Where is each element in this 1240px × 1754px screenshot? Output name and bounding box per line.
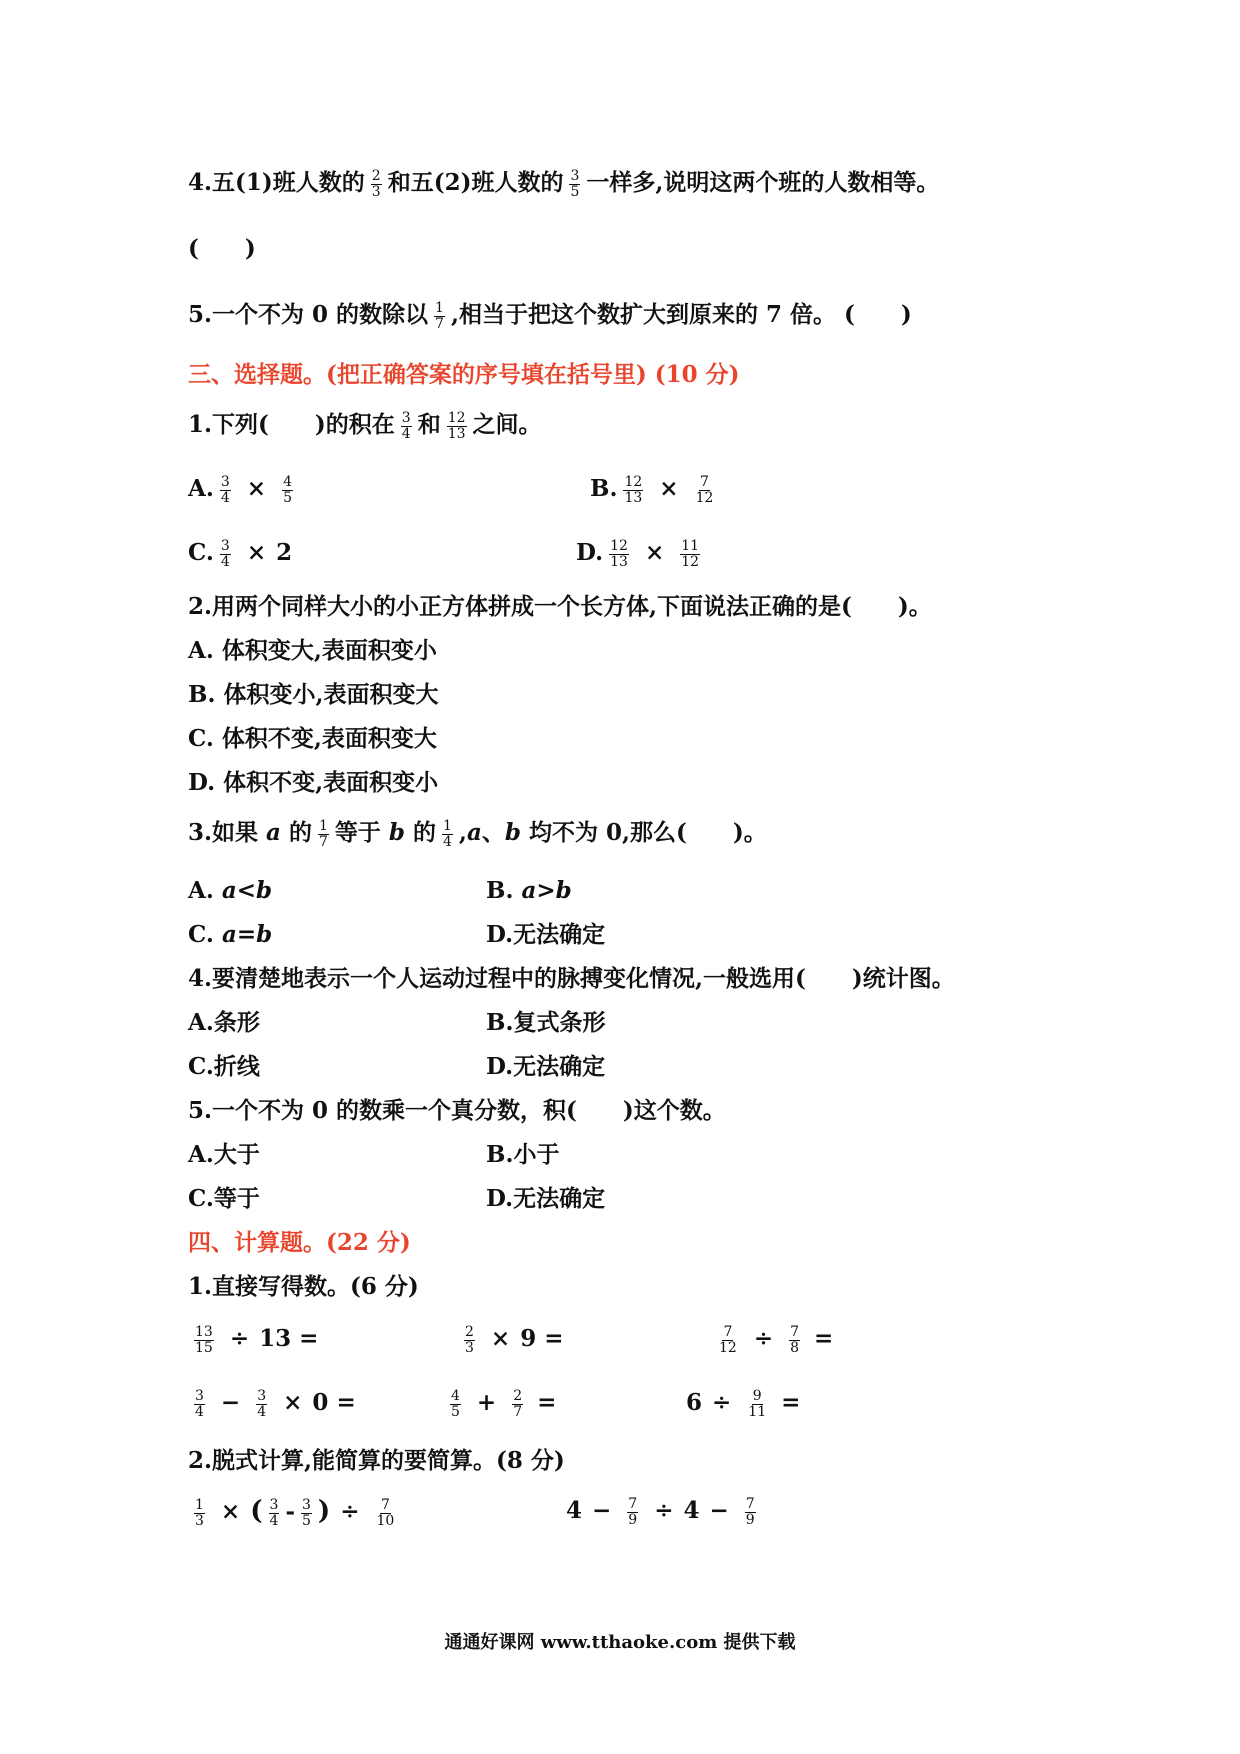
answer-paren[interactable]: ( ) bbox=[188, 235, 256, 262]
fraction: $\frac{2}{7}$ bbox=[513, 1387, 523, 1420]
calculation-2: 4 − $\frac{7}{9}$ ÷ 4 − $\frac{7}{9}$ bbox=[566, 1495, 755, 1528]
fraction: $\frac{3}{5}$ bbox=[570, 167, 580, 200]
fraction: $\frac{11}{12}$ bbox=[681, 537, 700, 570]
q3-option-c[interactable]: C. a=b bbox=[188, 921, 273, 948]
section-3-title: 三、选择题。(把正确答案的序号填在括号里) (10 分) bbox=[188, 361, 740, 388]
fraction: $\frac{1}{7}$ bbox=[435, 299, 444, 332]
fraction: $\frac{3}{4}$ bbox=[220, 537, 230, 570]
fraction: $\frac{4}{5}$ bbox=[451, 1387, 460, 1420]
fraction: $\frac{3}{4}$ bbox=[220, 473, 230, 506]
fraction: $\frac{7}{12}$ bbox=[695, 473, 714, 506]
choice-question-1: 1.下列( )的积在 $\frac{3}{4}$ 和 $\frac{12}{13}$ 之间。 bbox=[188, 409, 542, 442]
expression-3: $\frac{7}{12}$ ÷ $\frac{7}{8}$ = bbox=[719, 1323, 834, 1356]
fraction: $\frac{12}{13}$ bbox=[447, 409, 466, 442]
q1-option-c[interactable]: C. $\frac{3}{4}$ × 2 bbox=[188, 537, 293, 570]
fraction: $\frac{7}{10}$ bbox=[376, 1496, 395, 1529]
q5-option-a[interactable]: A.大于 bbox=[188, 1141, 260, 1168]
choice-question-2: 2.用两个同样大小的小正方体拼成一个长方体,下面说法正确的是( )。 bbox=[188, 593, 932, 620]
q5-option-b[interactable]: B.小于 bbox=[486, 1141, 560, 1168]
subsection-1-title: 1.直接写得数。(6 分) bbox=[188, 1273, 419, 1300]
fraction: $\frac{7}{8}$ bbox=[790, 1323, 800, 1356]
expression-5: $\frac{4}{5}$ + $\frac{2}{7}$ = bbox=[451, 1387, 557, 1420]
subsection-2-title: 2.脱式计算,能简算的要简算。(8 分) bbox=[188, 1447, 565, 1474]
fraction: $\frac{2}{3}$ bbox=[465, 1323, 474, 1356]
judge-question-5: 5.一个不为 0 的数除以 $\frac{1}{7}$ ,相当于把这个数扩大到原来的 7 倍。 ( ) bbox=[188, 299, 912, 332]
fraction: $\frac{3}{4}$ bbox=[257, 1387, 267, 1420]
fraction: $\frac{3}{4}$ bbox=[195, 1387, 204, 1420]
q5-option-d[interactable]: D.无法确定 bbox=[486, 1185, 606, 1212]
section-4-title: 四、计算题。(22 分) bbox=[188, 1229, 411, 1256]
fraction: $\frac{1}{3}$ bbox=[195, 1496, 204, 1529]
q1-option-a[interactable]: A. $\frac{3}{4}$ × $\frac{4}{5}$ bbox=[188, 473, 292, 506]
fraction: $\frac{7}{9}$ bbox=[745, 1495, 755, 1528]
q4-option-d[interactable]: D.无法确定 bbox=[486, 1053, 606, 1080]
q2-option-c[interactable]: C. 体积不变,表面积变大 bbox=[188, 725, 437, 752]
fraction: $\frac{1}{4}$ bbox=[443, 817, 452, 850]
fraction: $\frac{13}{15}$ bbox=[195, 1323, 213, 1356]
judge-question-4: 4.五(1)班人数的 $\frac{2}{3}$ 和五(2)班人数的 $\frac{3}{5}$ 一样多,说明这两个班的人数相等。 bbox=[188, 167, 940, 200]
q1-option-b[interactable]: B. $\frac{12}{13}$ × $\frac{7}{12}$ bbox=[590, 473, 714, 506]
q5-option-c[interactable]: C.等于 bbox=[188, 1185, 260, 1212]
fraction: $\frac{3}{4}$ bbox=[401, 409, 411, 442]
choice-question-5: 5.一个不为 0 的数乘一个真分数，积( )这个数。 bbox=[188, 1097, 726, 1124]
fraction: $\frac{1}{7}$ bbox=[318, 817, 328, 850]
fraction: $\frac{3}{4}$ bbox=[269, 1496, 279, 1529]
q4-option-c[interactable]: C.折线 bbox=[188, 1053, 260, 1080]
q1-option-d[interactable]: D. $\frac{12}{13}$ × $\frac{11}{12}$ bbox=[576, 537, 700, 570]
q4-option-a[interactable]: A.条形 bbox=[188, 1009, 260, 1036]
q2-option-b[interactable]: B. 体积变小,表面积变大 bbox=[188, 681, 439, 708]
q3-option-b[interactable]: B. a>b bbox=[486, 877, 572, 904]
q2-option-d[interactable]: D. 体积不变,表面积变小 bbox=[188, 769, 439, 796]
fraction: $\frac{12}{13}$ bbox=[610, 537, 628, 570]
expression-6: 6 ÷ $\frac{9}{11}$ = bbox=[686, 1387, 801, 1420]
calculation-1: $\frac{1}{3}$ × ( $\frac{3}{4}$ - $\frac{3}{5}$ ) ÷ $\frac{7}{10}$ bbox=[195, 1496, 395, 1529]
fraction: $\frac{2}{3}$ bbox=[371, 167, 381, 200]
open-paren: ( bbox=[250, 1496, 263, 1526]
fraction: $\frac{3}{5}$ bbox=[301, 1496, 311, 1529]
q3-option-d[interactable]: D.无法确定 bbox=[486, 921, 606, 948]
fraction: $\frac{7}{9}$ bbox=[628, 1495, 638, 1528]
q2-option-a[interactable]: A. 体积变大,表面积变小 bbox=[188, 637, 437, 664]
fraction: $\frac{7}{12}$ bbox=[719, 1323, 737, 1356]
expression-4: $\frac{3}{4}$ − $\frac{3}{4}$ × 0 = bbox=[195, 1387, 356, 1420]
choice-question-4: 4.要清楚地表示一个人运动过程中的脉搏变化情况,一般选用( )统计图。 bbox=[188, 965, 955, 992]
expression-2: $\frac{2}{3}$ × 9 = bbox=[465, 1323, 564, 1356]
page-footer: 通通好课网 www.tthaoke.com 提供下载 bbox=[444, 1632, 796, 1653]
expression-1: $\frac{13}{15}$ ÷ 13 = bbox=[195, 1323, 319, 1356]
fraction: $\frac{12}{13}$ bbox=[624, 473, 643, 506]
q4-option-b[interactable]: B.复式条形 bbox=[486, 1009, 606, 1036]
fraction: $\frac{4}{5}$ bbox=[283, 473, 292, 506]
close-paren: ) bbox=[317, 1496, 331, 1526]
choice-question-3: 3.如果 a 的 $\frac{1}{7}$ 等于 b 的 $\frac{1}{4}$ ,a、b 均不为 0,那么( )。 bbox=[188, 817, 767, 850]
fraction: $\frac{9}{11}$ bbox=[748, 1387, 767, 1420]
q3-option-a[interactable]: A. a<b bbox=[188, 877, 273, 904]
